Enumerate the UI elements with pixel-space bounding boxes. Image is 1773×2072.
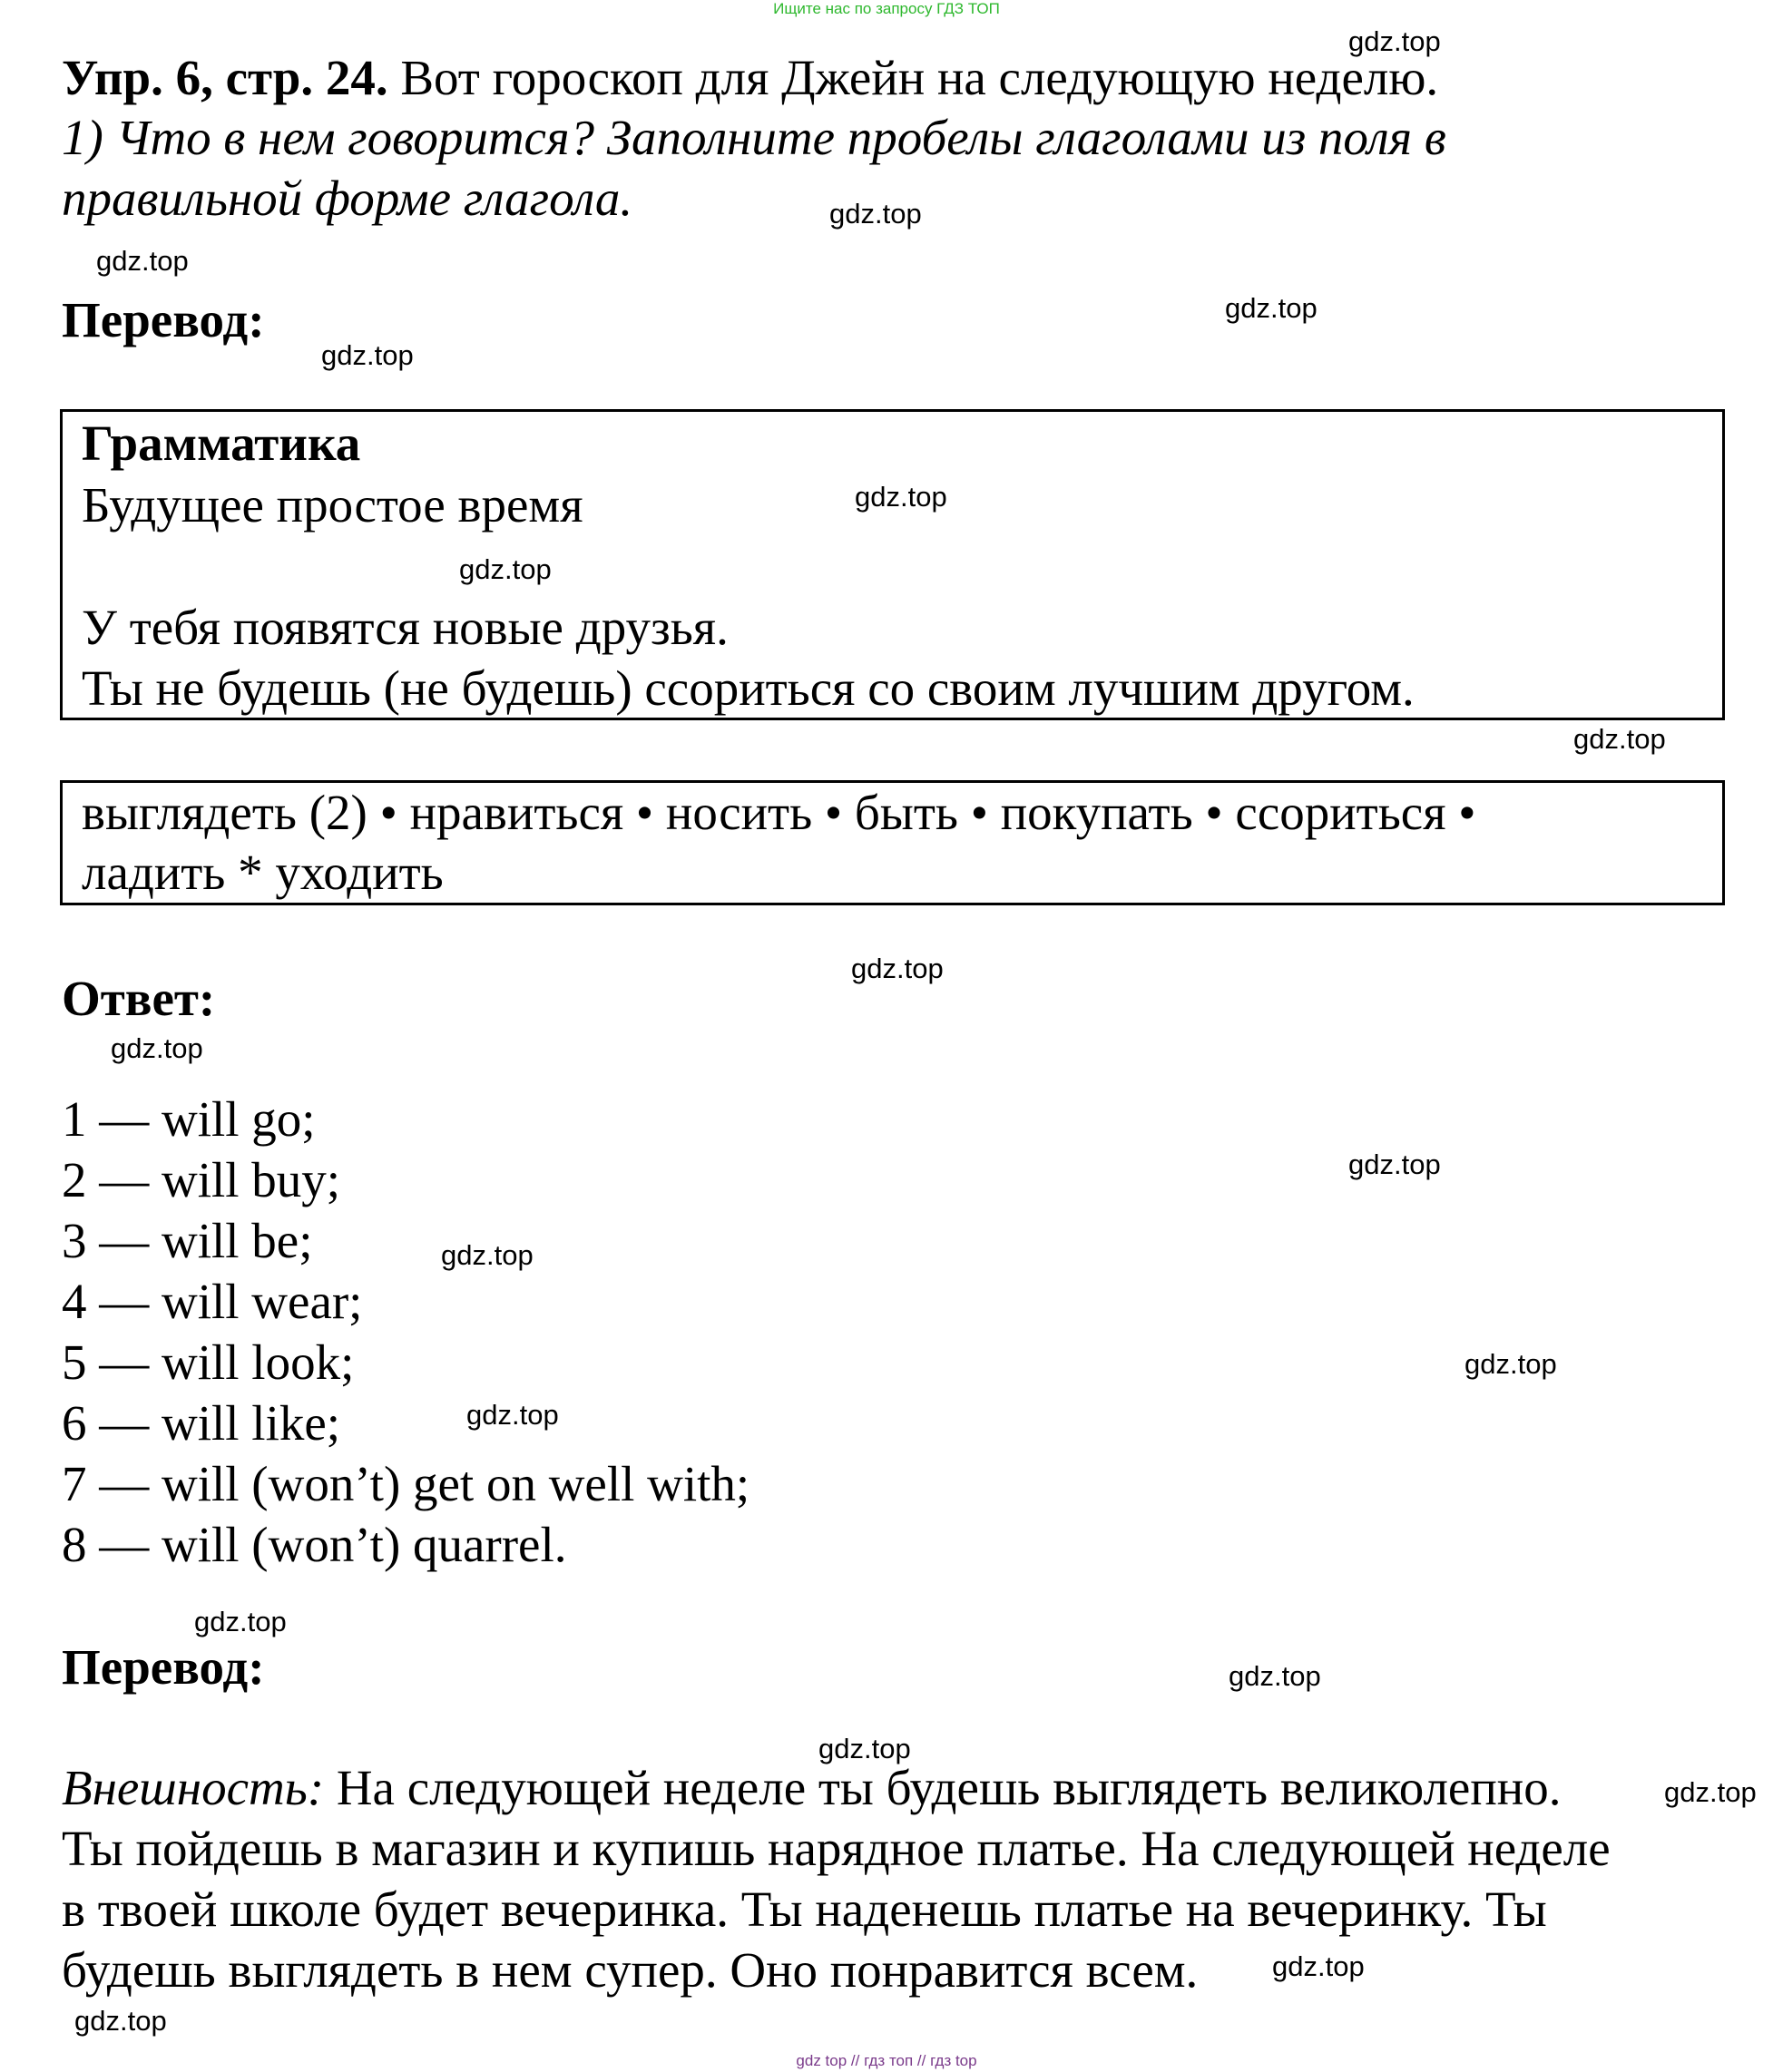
grammar-example-1: У тебя появятся новые друзья. xyxy=(82,600,729,655)
watermark: gdz.top xyxy=(1664,1776,1757,1808)
translation-line-1-text: На следующей неделе ты будешь выглядеть великолепно. xyxy=(324,1760,1562,1815)
answer-item: 5 — will look; xyxy=(62,1334,355,1390)
task-line-1: 1) Что в нем говорится? Заполните пробелы глаголами из поля в xyxy=(62,110,1446,165)
watermark: gdz.top xyxy=(818,1733,911,1764)
grammar-example-2: Ты не будешь (не будешь) ссориться со своим лучшим другом. xyxy=(82,660,1415,716)
watermark: gdz.top xyxy=(1229,1660,1321,1692)
watermark: gdz.top xyxy=(459,553,552,585)
answer-item: 6 — will like; xyxy=(62,1395,341,1451)
watermark: gdz.top xyxy=(1348,1148,1441,1180)
translation-line-3: в твоей школе будет вечеринка. Ты наденешь платье на вечеринку. Ты xyxy=(62,1881,1547,1937)
grammar-title: Грамматика xyxy=(82,415,361,471)
answer-item: 8 — will (won’t) quarrel. xyxy=(62,1517,567,1572)
translation-heading-1: Перевод: xyxy=(62,292,265,347)
top-banner: Ищите нас по запросу ГДЗ ТОП xyxy=(773,0,1000,17)
answer-item: 1 — will go; xyxy=(62,1091,316,1147)
watermark: gdz.top xyxy=(111,1032,203,1064)
watermark: gdz.top xyxy=(466,1399,559,1431)
translation-line-4: будешь выглядеть в нем супер. Оно понравится всем. xyxy=(62,1942,1199,1998)
watermark: gdz.top xyxy=(829,198,922,230)
watermark: gdz.top xyxy=(194,1606,287,1637)
watermark: gdz.top xyxy=(1272,1950,1365,1982)
word-box-line-2: ладить * уходить xyxy=(82,845,444,900)
exercise-label: Упр. 6, стр. 24. xyxy=(62,50,388,105)
watermark: gdz.top xyxy=(1573,723,1666,755)
watermark: gdz.top xyxy=(1348,25,1441,57)
watermark: gdz.top xyxy=(1225,292,1318,324)
exercise-title xyxy=(62,47,1438,108)
watermark: gdz.top xyxy=(851,953,944,984)
watermark: gdz.top xyxy=(441,1239,534,1271)
answer-item: 2 — will buy; xyxy=(62,1152,341,1207)
answer-item: 4 — will wear; xyxy=(62,1274,363,1329)
translation-line-1 xyxy=(62,1757,1561,1818)
footer: gdz top // гдз топ // гдз top xyxy=(796,2052,977,2069)
answer-item: 3 — will be; xyxy=(62,1213,313,1268)
translation-line-2: Ты пойдешь в магазин и купишь нарядное платье. На следующей неделе xyxy=(62,1821,1611,1876)
word-box-line-1: выглядеть (2) • нравиться • носить • быть • покупать • ссориться • xyxy=(82,785,1476,840)
watermark: gdz.top xyxy=(96,245,189,277)
answer-heading: Ответ: xyxy=(62,971,216,1026)
grammar-subtitle: Будущее простое время xyxy=(82,477,583,533)
translation-label: Внешность: xyxy=(62,1760,325,1815)
task-line-2: правильной форме глагола. xyxy=(62,171,633,226)
watermark: gdz.top xyxy=(74,2005,167,2037)
translation-heading-2: Перевод: xyxy=(62,1639,265,1695)
watermark: gdz.top xyxy=(321,339,414,371)
exercise-title-text: Вот гороскоп для Джейн на следующую неделю. xyxy=(387,50,1439,105)
watermark: gdz.top xyxy=(855,481,947,513)
answer-item: 7 — will (won’t) get on well with; xyxy=(62,1456,750,1511)
watermark: gdz.top xyxy=(1464,1348,1557,1380)
